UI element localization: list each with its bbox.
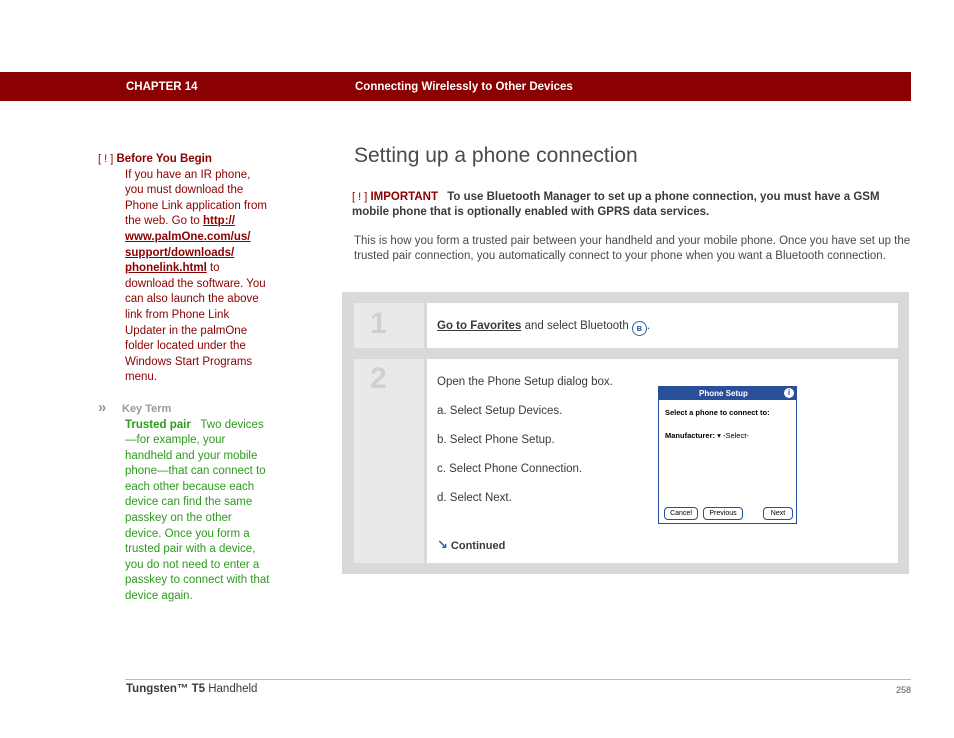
important-bracket-icon: [ ! ]: [98, 153, 114, 165]
before-you-begin: [98, 152, 273, 386]
important-bracket-icon: [ ! ]: [352, 191, 368, 203]
chevron-right-icon: »: [98, 398, 105, 416]
step-1-text: and select Bluetooth: [524, 320, 629, 332]
step-number: 2: [354, 359, 424, 563]
device-manufacturer-row: [665, 431, 749, 440]
before-you-begin-text-2: to download the software. You can also launch the above link from Phone Link Updater in the palmOne folder located under the Windows Start Programs menu.: [125, 262, 266, 384]
footer-product: [126, 683, 257, 695]
intro-paragraph: This is how you form a trusted pair between your handheld and your mobile phone. Once you have set up the trusted pair connection, you automatically connect to your phone when you want a Bluetooth connection.: [354, 235, 911, 262]
key-term-label: Key Term: [122, 402, 172, 415]
footer-divider: [125, 679, 911, 680]
key-term: [98, 400, 273, 605]
chapter-title: Connecting Wirelessly to Other Devices: [355, 81, 573, 93]
before-you-begin-heading: Before You Begin: [116, 153, 212, 165]
steps-panel: [342, 292, 909, 574]
device-cancel-button: Cancel: [664, 507, 698, 520]
page-title: Setting up a phone connection: [354, 144, 638, 167]
phonelink-download-link[interactable]: http:// www.palmOne.com/us/ support/downloads/ phonelink.html: [125, 215, 251, 275]
page-number: 258: [895, 685, 911, 695]
important-text: To use Bluetooth Manager to set up a phone connection, you must have a GSM mobile phone that is optionally enabled with GPRS data services.: [352, 191, 880, 218]
device-prompt: Select a phone to connect to:: [665, 408, 770, 417]
chapter-label: CHAPTER 14: [126, 81, 198, 93]
phone-setup-screenshot: [658, 386, 797, 524]
step-2-body: [427, 359, 898, 563]
device-title-bar: [659, 387, 796, 400]
before-you-begin-body: [125, 168, 271, 386]
product-suffix: Handheld: [208, 683, 258, 695]
step-1-body: Go to Favorites and select Bluetooth ʙ .: [427, 303, 898, 348]
before-you-begin-text-1: If you have an IR phone, you must download the Phone Link application from the web. Go to: [125, 168, 267, 228]
key-term-word: Trusted pair: [125, 418, 191, 431]
manufacturer-dropdown: ▾ -Select-: [717, 431, 749, 440]
key-term-body: [125, 418, 271, 605]
step-number: 1: [354, 303, 424, 348]
manufacturer-label: Manufacturer:: [665, 431, 716, 440]
step-2-intro: Open the Phone Setup dialog box.: [437, 376, 613, 388]
device-next-button: Next: [763, 507, 793, 520]
bluetooth-icon: ʙ: [632, 321, 647, 336]
important-label: IMPORTANT: [370, 191, 438, 203]
substep: a. Select Setup Devices.: [437, 405, 563, 417]
chapter-header-bar: [0, 72, 911, 101]
info-icon: i: [784, 388, 794, 398]
device-previous-button: Previous: [703, 507, 743, 520]
substep: d. Select Next.: [437, 492, 512, 504]
device-title: Phone Setup: [699, 389, 748, 398]
substep: c. Select Phone Connection.: [437, 463, 583, 475]
sidebar: [98, 152, 273, 605]
go-to-favorites-link[interactable]: Go to Favorites: [437, 320, 522, 332]
product-name: Tungsten™ T5: [126, 683, 206, 695]
continued-indicator: ↘ Continued: [437, 537, 506, 552]
important-note: [352, 190, 912, 219]
arrow-down-right-icon: ↘: [437, 537, 448, 552]
substep: b. Select Phone Setup.: [437, 434, 555, 446]
key-term-definition: Two devices—for example, your handheld and your mobile phone—that can connect to each other because each device can find the same passkey on the other device. Once you form a trusted pair with a device, you do not need to enter a passkey to connect with that device again.: [125, 418, 270, 603]
